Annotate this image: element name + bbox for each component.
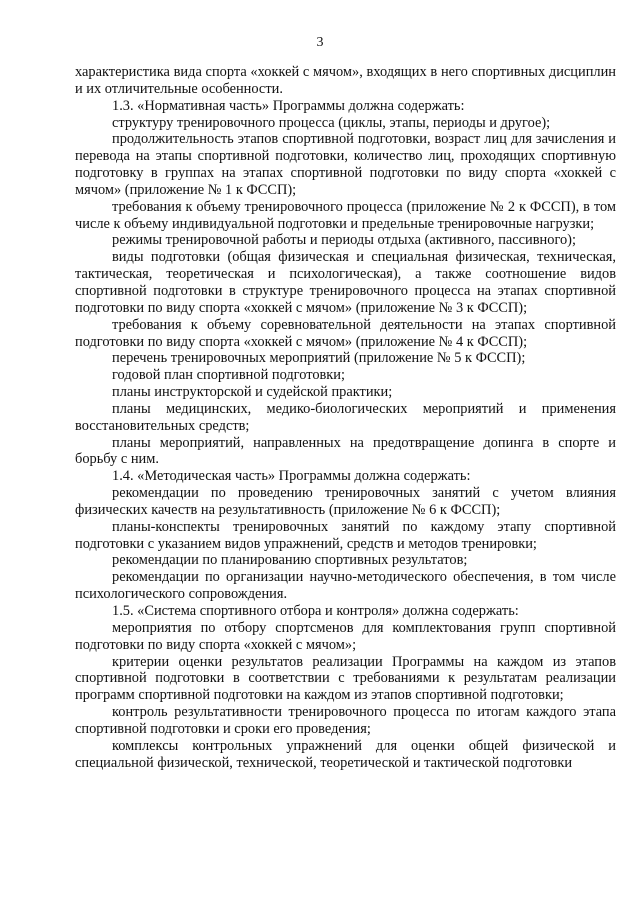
paragraph-training-events: перечень тренировочных мероприятий (приложение № 5 к ФССП); xyxy=(112,350,526,367)
paragraph-methodical-heading: 1.4. «Методическая часть» Программы должна содержать: xyxy=(112,468,471,485)
paragraph-annual-plan: годовой план спортивной подготовки; xyxy=(112,367,346,384)
paragraph-results-planning: рекомендации по планированию спортивных результатов; xyxy=(112,552,468,569)
paragraph-training-volume: требования к объему тренировочного процесса (приложение № 2 к ФССП), в том числе к объему индивидуальной подготовки и предельные тренировочные нагрузки; xyxy=(75,198,616,232)
paragraph-instructor-practice: планы инструкторской и судейской практики; xyxy=(112,384,393,401)
paragraph-selection-heading: 1.5. «Система спортивного отбора и контроля» должна содержать: xyxy=(112,603,519,619)
paragraph-performance-control: контроль результативности тренировочного процесса по итогам каждого этапа спортивной подготовки и сроки его проведения; xyxy=(75,704,616,737)
paragraph-medical-plans: планы медицинских, медико-биологических мероприятий и применения восстановительных средств; xyxy=(75,400,616,434)
paragraph-scientific-support: рекомендации по организации научно-методического обеспечения, в том числе психологического сопровождения. xyxy=(75,569,616,603)
paragraph-training-types: виды подготовки (общая физическая и специальная физическая, техническая, тактическая, теоретическая и психологическая), а также соотношение видов спортивной подготовки в структуре тренировочного процесса на этапах спортивной подготовки по виду спорта «хоккей с мячом» (приложение № 3 к ФССП); xyxy=(75,249,616,316)
paragraph-sport-characteristics: характеристика вида спорта «хоккей с мячом», входящих в него спортивных дисциплин и их отличительные особенности. xyxy=(75,64,616,97)
page-number: 3 xyxy=(316,35,324,50)
document-body xyxy=(75,64,616,771)
paragraph-session-plans: планы-конспекты тренировочных занятий по каждому этапу спортивной подготовки с указанием видов упражнений, средств и методов тренировки; xyxy=(75,518,616,552)
paragraph-anti-doping: планы мероприятий, направленных на предотвращение допинга в спорте и борьбу с ним. xyxy=(75,434,616,468)
paragraph-work-rest-modes: режимы тренировочной работы и периоды отдыха (активного, пассивного); xyxy=(112,232,576,249)
paragraph-competition-volume: требования к объему соревновательной деятельности на этапах спортивной подготовки по виду спорта «хоккей с мячом» (приложение № 4 к ФССП); xyxy=(75,316,616,350)
paragraph-control-exercises: комплексы контрольных упражнений для оценки общей физической и специальной физической, технической, теоретической и тактической подготовки xyxy=(75,737,616,771)
paragraph-athlete-selection: мероприятия по отбору спортсменов для комплектования групп спортивной подготовки по виду спорта «хоккей с мячом»; xyxy=(75,619,616,653)
paragraph-session-recommendations: рекомендации по проведению тренировочных занятий с учетом влияния физических качеств на результативность (приложение № 6 к ФССП); xyxy=(75,485,616,518)
paragraph-normative-heading: 1.3. «Нормативная часть» Программы должна содержать: xyxy=(112,97,465,114)
paragraph-training-structure: структуру тренировочного процесса (циклы, этапы, периоды и другое); xyxy=(112,114,551,131)
paragraph-stage-duration: продолжительность этапов спортивной подготовки, возраст лиц для зачисления и перевода на этапы спортивной подготовки, количество лиц, проходящих спортивную подготовку в группах на этапах спортивной подготовки по виду спорта «хоккей с мячом» (приложение № 1 к ФССП); xyxy=(75,131,616,198)
paragraph-evaluation-criteria: критерии оценки результатов реализации Программы на каждом из этапов спортивной подготовки в соответствии с требованиями к результатам реализации программ спортивной подготовки на каждом из этапов спортивной подготовки; xyxy=(75,653,616,704)
